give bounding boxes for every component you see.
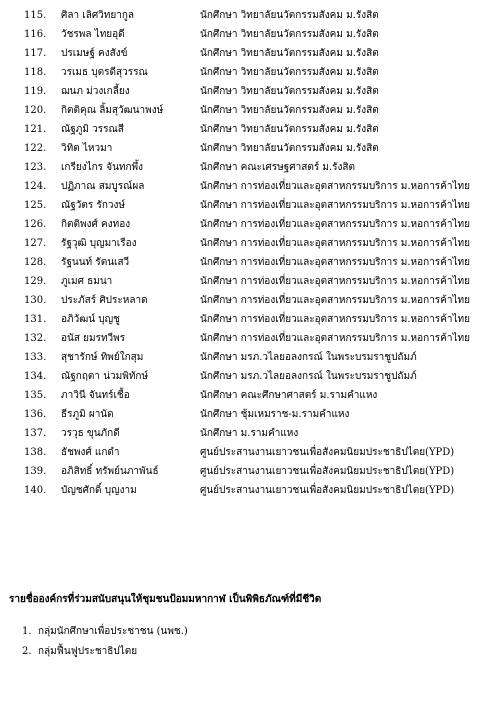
list-item xyxy=(0,310,496,329)
person-name: ธัชพงศ์ แกดำ xyxy=(61,447,120,458)
item-number: 126. xyxy=(24,219,47,230)
affiliation: ศูนย์ประสานงานเยาวชนเพื่อสังคมนิยมประชาธิปไตย(YPD) xyxy=(200,466,455,477)
list-item xyxy=(0,215,496,234)
list-item xyxy=(0,443,496,462)
affiliation: นักศึกษา การท่องเที่ยวและอุตสาหกรรมบริการ ม.หอการค้าไทย xyxy=(200,200,470,211)
org-name: กลุ่มฟื้นฟูประชาธิปไตย xyxy=(38,646,138,657)
affiliation: นักศึกษา การท่องเที่ยวและอุตสาหกรรมบริการ ม.หอการค้าไทย xyxy=(200,181,470,192)
list-item xyxy=(0,272,496,291)
item-number: 132. xyxy=(24,333,47,344)
affiliation: นักศึกษา วิทยาลัยนวัตกรรมสังคม ม.รังสิต xyxy=(200,143,379,154)
list-item xyxy=(0,196,496,215)
list-item xyxy=(0,6,496,25)
affiliation: นักศึกษา วิทยาลัยนวัตกรรมสังคม ม.รังสิต xyxy=(200,48,379,59)
person-name: ภาวินี จันทร์เชื้อ xyxy=(61,390,130,401)
item-number: 117. xyxy=(24,48,47,59)
support-org-item xyxy=(0,622,496,642)
affiliation: นักศึกษา มรภ.วไลยอลงกรณ์ ในพระบรมราชูปถัมภ์ xyxy=(200,371,417,382)
person-name: เกรียงไกร จันทกพึ้ง xyxy=(61,162,144,173)
affiliation: นักศึกษา คณะศึกษาศาสตร์ ม.รามคำแหง xyxy=(200,390,378,401)
list-item xyxy=(0,291,496,310)
person-name: อภิสิทธิ์ ทรัพย์นภาพันธ์ xyxy=(61,466,159,477)
person-name: ปฏิภาณ สมบูรณ์ผล xyxy=(61,181,145,192)
affiliation: นักศึกษา คณะเศรษฐศาสตร์ ม.รังสิต xyxy=(200,162,355,173)
person-name: อภิวัฒน์ บุญชู xyxy=(61,314,120,325)
person-name: ฌนภ ม่วงเกลี้ยง xyxy=(61,86,130,97)
list-item xyxy=(0,44,496,63)
org-name: กลุ่มนักศึกษาเพื่อประชาชน (นพช.) xyxy=(38,626,188,637)
item-number: 125. xyxy=(24,200,47,211)
item-number: 129. xyxy=(24,276,47,287)
person-name: ณัฐวัตร รักวงษ์ xyxy=(61,200,125,211)
item-number: 1. xyxy=(22,626,32,637)
support-org-list xyxy=(0,622,496,662)
list-item xyxy=(0,367,496,386)
person-name: รัฐนนท์ รัตนเสวี xyxy=(61,257,130,268)
list-item xyxy=(0,481,496,500)
person-name: วรวุธ ขุนภักดี xyxy=(61,428,120,439)
person-name: ปรเมษฐ์ คงสังข์ xyxy=(61,48,128,59)
section-title: รายชื่อองค์กรที่ร่วมสนับสนุนให้ชุมชนป้อมมหากาฬ เป็นพิพิธภัณฑ์ที่มีชีวิต xyxy=(9,594,322,605)
person-name: ศิลา เลิศวิทยากูล xyxy=(61,10,135,21)
item-number: 136. xyxy=(24,409,47,420)
list-item xyxy=(0,348,496,367)
person-name: วิทิต ไหวมา xyxy=(61,143,113,154)
affiliation: นักศึกษา วิทยาลัยนวัตกรรมสังคม ม.รังสิต xyxy=(200,105,379,116)
item-number: 124. xyxy=(24,181,47,192)
person-name: กิตติคุณ ลิ้มสุวัฒนาพงษ์ xyxy=(61,105,164,116)
list-item xyxy=(0,139,496,158)
person-name: วรเมธ บุตรดีสุวรรณ xyxy=(61,67,148,78)
affiliation: ศูนย์ประสานงานเยาวชนเพื่อสังคมนิยมประชาธิปไตย(YPD) xyxy=(200,447,455,458)
list-item xyxy=(0,234,496,253)
list-item xyxy=(0,424,496,443)
affiliation: นักศึกษา วิทยาลัยนวัตกรรมสังคม ม.รังสิต xyxy=(200,86,379,97)
item-number: 139. xyxy=(24,466,47,477)
person-name: รัฐวุฒิ บุญมาเรือง xyxy=(61,238,137,249)
person-name: อนัส ยมรทวีพร xyxy=(61,333,126,344)
affiliation: นักศึกษา มรภ.วไลยอลงกรณ์ ในพระบรมราชูปถัมภ์ xyxy=(200,352,417,363)
affiliation: นักศึกษา วิทยาลัยนวัตกรรมสังคม ม.รังสิต xyxy=(200,67,379,78)
item-number: 137. xyxy=(24,428,47,439)
list-item xyxy=(0,405,496,424)
person-name: ภูเมศ ธมนา xyxy=(61,276,113,287)
affiliation: นักศึกษา การท่องเที่ยวและอุตสาหกรรมบริการ ม.หอการค้าไทย xyxy=(200,219,470,230)
list-item xyxy=(0,177,496,196)
list-item xyxy=(0,63,496,82)
list-item xyxy=(0,329,496,348)
support-org-item xyxy=(0,642,496,662)
affiliation: นักศึกษา การท่องเที่ยวและอุตสาหกรรมบริการ ม.หอการค้าไทย xyxy=(200,276,470,287)
item-number: 116. xyxy=(24,29,47,40)
affiliation: นักศึกษา การท่องเที่ยวและอุตสาหกรรมบริการ ม.หอการค้าไทย xyxy=(200,257,470,268)
list-item xyxy=(0,120,496,139)
item-number: 130. xyxy=(24,295,47,306)
person-name: วัชรพล ไทยอุดี xyxy=(61,29,125,40)
person-name: ณัฐกฤตา น่วมพิทักษ์ xyxy=(61,371,149,382)
item-number: 123. xyxy=(24,162,47,173)
item-number: 134. xyxy=(24,371,47,382)
list-item xyxy=(0,101,496,120)
affiliation: นักศึกษา วิทยาลัยนวัตกรรมสังคม ม.รังสิต xyxy=(200,124,379,135)
list-item xyxy=(0,386,496,405)
item-number: 118. xyxy=(24,67,47,78)
member-list xyxy=(0,6,496,500)
item-number: 128. xyxy=(24,257,47,268)
affiliation: ศูนย์ประสานงานเยาวชนเพื่อสังคมนิยมประชาธิปไตย(YPD) xyxy=(200,485,455,496)
affiliation: นักศึกษา การท่องเที่ยวและอุตสาหกรรมบริการ ม.หอการค้าไทย xyxy=(200,333,470,344)
item-number: 2. xyxy=(22,646,32,657)
affiliation: นักศึกษา ชุ้มเหมราช-ม.รามคำแหง xyxy=(200,409,350,420)
affiliation: นักศึกษา ม.รามคำแหง xyxy=(200,428,299,439)
affiliation: นักศึกษา การท่องเที่ยวและอุตสาหกรรมบริการ ม.หอการค้าไทย xyxy=(200,238,470,249)
item-number: 120. xyxy=(24,105,47,116)
item-number: 122. xyxy=(24,143,47,154)
person-name: ณัฐภูมิ วรรณสี xyxy=(61,124,124,135)
person-name: ประภัสร์ ศิประหลาด xyxy=(61,295,148,306)
person-name: บัญชศักดิ์ บุญงาม xyxy=(61,485,137,496)
affiliation: นักศึกษา การท่องเที่ยวและอุตสาหกรรมบริการ ม.หอการค้าไทย xyxy=(200,295,470,306)
item-number: 133. xyxy=(24,352,47,363)
list-item xyxy=(0,158,496,177)
list-item xyxy=(0,462,496,481)
list-item xyxy=(0,253,496,272)
item-number: 140. xyxy=(24,485,47,496)
item-number: 135. xyxy=(24,390,47,401)
item-number: 131. xyxy=(24,314,47,325)
affiliation: นักศึกษา วิทยาลัยนวัตกรรมสังคม ม.รังสิต xyxy=(200,10,379,21)
person-name: กิตติพงศ์ คงทอง xyxy=(61,219,131,230)
person-name: ธีรภูมิ ผานัด xyxy=(61,409,114,420)
item-number: 121. xyxy=(24,124,47,135)
item-number: 138. xyxy=(24,447,47,458)
affiliation: นักศึกษา วิทยาลัยนวัตกรรมสังคม ม.รังสิต xyxy=(200,29,379,40)
list-item xyxy=(0,82,496,101)
item-number: 127. xyxy=(24,238,47,249)
item-number: 119. xyxy=(24,86,47,97)
item-number: 115. xyxy=(24,10,47,21)
person-name: สุชารักษ์ ทิพย์ใกสุม xyxy=(61,352,144,363)
list-item xyxy=(0,25,496,44)
affiliation: นักศึกษา การท่องเที่ยวและอุตสาหกรรมบริการ ม.หอการค้าไทย xyxy=(200,314,470,325)
